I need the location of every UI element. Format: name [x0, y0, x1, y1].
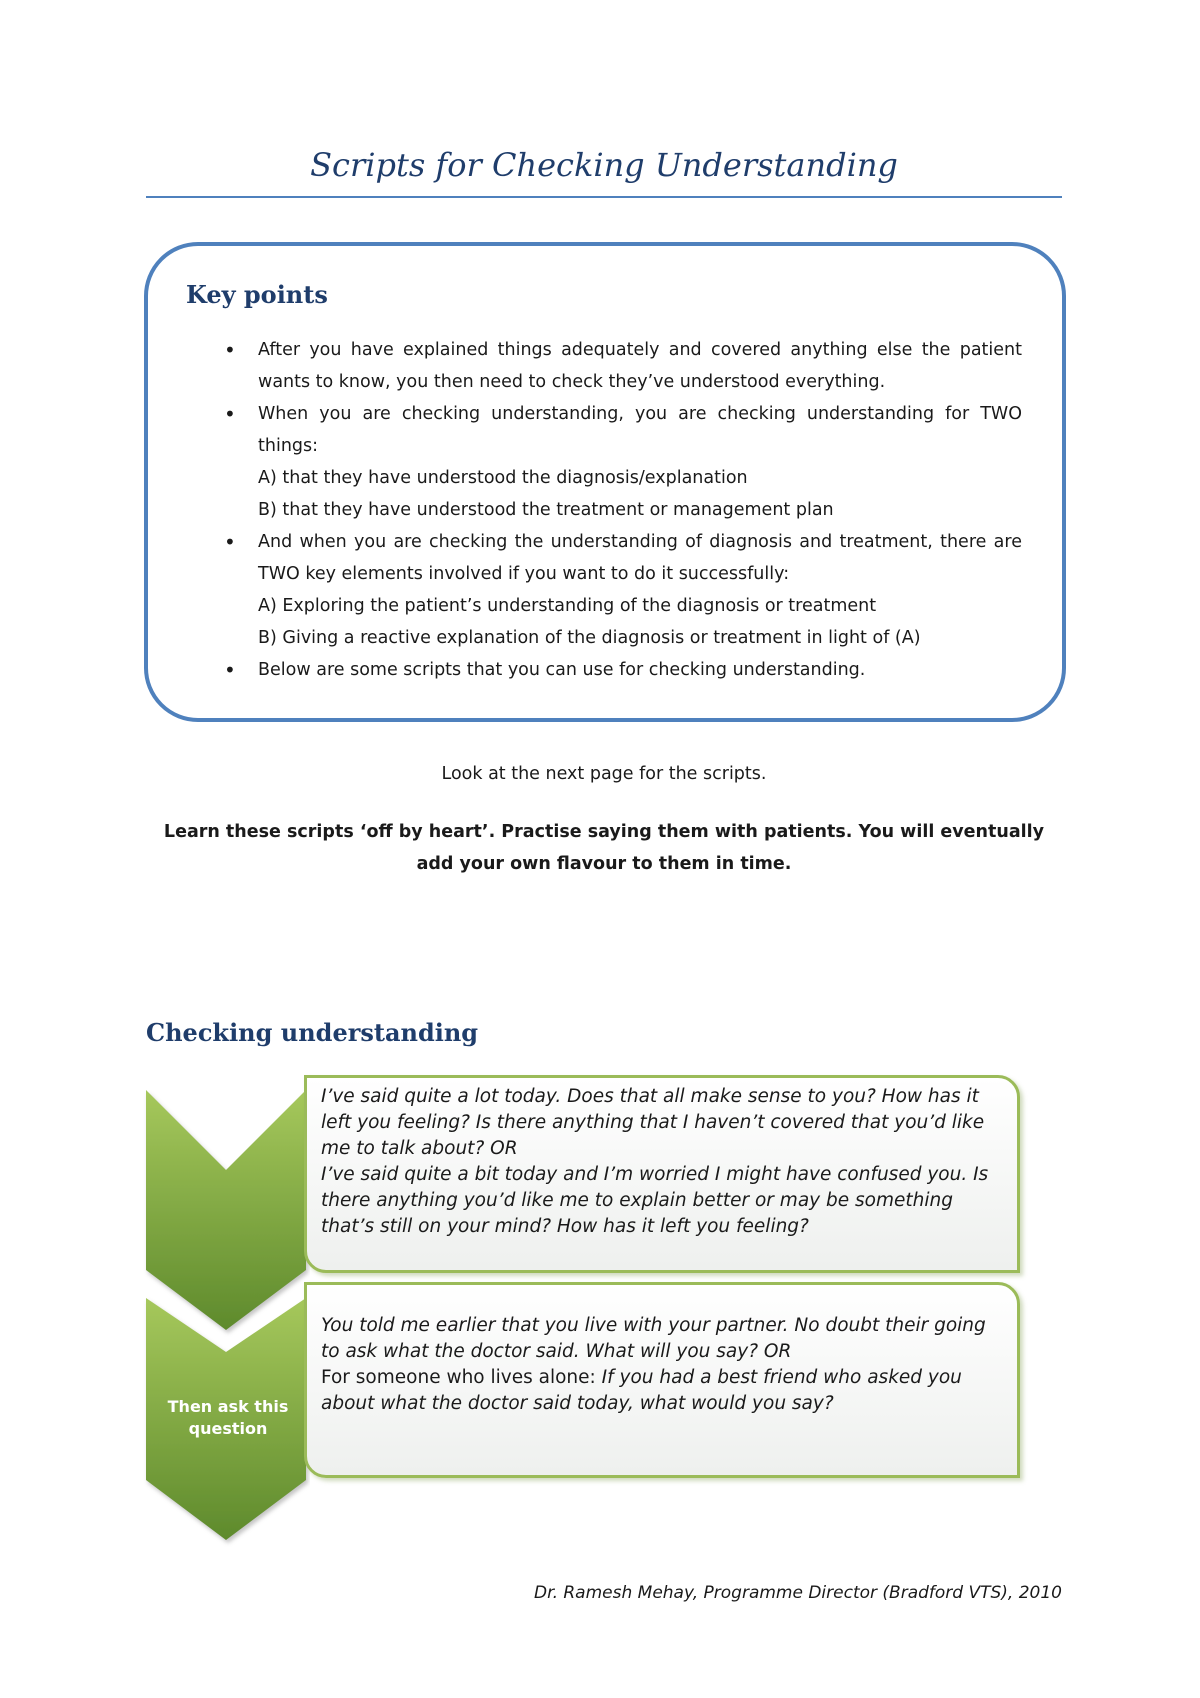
script-2-label: For someone who lives alone:	[321, 1367, 602, 1388]
key-point-sub: A) Exploring the patient’s understanding of the diagnosis or treatment	[258, 596, 877, 616]
script-box-2	[304, 1282, 1020, 1478]
script-1-option-a: I’ve said quite a lot today. Does that all make sense to you? How has it left you feeling? Is there anything that I haven’t covered that you’d like me to talk about? OR	[321, 1086, 985, 1159]
key-point-text: Below are some scripts that you can use for checking understanding.	[258, 660, 866, 680]
script-2-text: If you had a best friend who asked you about what the doctor said today, what would you say?	[321, 1367, 962, 1414]
script-1-option-b: I’ve said quite a bit today and I’m worried I might have confused you. Is there anything you’d like me to explain better or may be something that’s still on your mind? How has it left you feeling?	[321, 1164, 989, 1237]
key-point-item	[218, 334, 1022, 398]
key-point-text: After you have explained things adequately and covered anything else the patient wants to know, you then need to check they’ve understood everything.	[258, 340, 1022, 392]
key-points-box	[144, 242, 1066, 722]
key-point-sub: A) that they have understood the diagnosis/explanation	[258, 468, 748, 488]
script-2-option-a: You told me earlier that you live with your partner. No doubt their going to ask what the doctor said. What will you say? OR	[321, 1315, 986, 1362]
title-divider	[146, 196, 1062, 198]
script-box-1	[304, 1075, 1020, 1273]
chevron-step-1	[146, 1090, 306, 1330]
key-point-text: And when you are checking the understanding of diagnosis and treatment, there are TWO key elements involved if you want to do it successfully:	[258, 532, 1022, 584]
key-point-text: When you are checking understanding, you are checking understanding for TWO things:	[258, 404, 1022, 456]
learn-note: Learn these scripts ‘off by heart’. Practise saying them with patients. You will eventually add your own flavour to them in time.	[163, 822, 1045, 874]
key-points-heading: Key points	[186, 280, 328, 309]
key-point-item	[218, 526, 1022, 654]
key-point-sub: B) that they have understood the treatment or management plan	[258, 500, 834, 520]
step-2-label: Then ask this question	[167, 1397, 289, 1438]
footer-credit: Dr. Ramesh Mehay, Programme Director (Bradford VTS), 2010	[534, 1583, 1062, 1603]
script-2-option-b	[321, 1365, 1001, 1417]
flow-chevrons	[140, 1090, 310, 1550]
page-title: Scripts for Checking Understanding	[310, 146, 898, 184]
next-page-note: Look at the next page for the scripts.	[441, 764, 767, 784]
key-point-sub: B) Giving a reactive explanation of the diagnosis or treatment in light of (A)	[258, 628, 921, 648]
key-point-item	[218, 654, 1022, 686]
section-heading: Checking understanding	[146, 1018, 479, 1047]
key-point-item	[218, 398, 1022, 526]
key-points-list	[218, 334, 1022, 686]
